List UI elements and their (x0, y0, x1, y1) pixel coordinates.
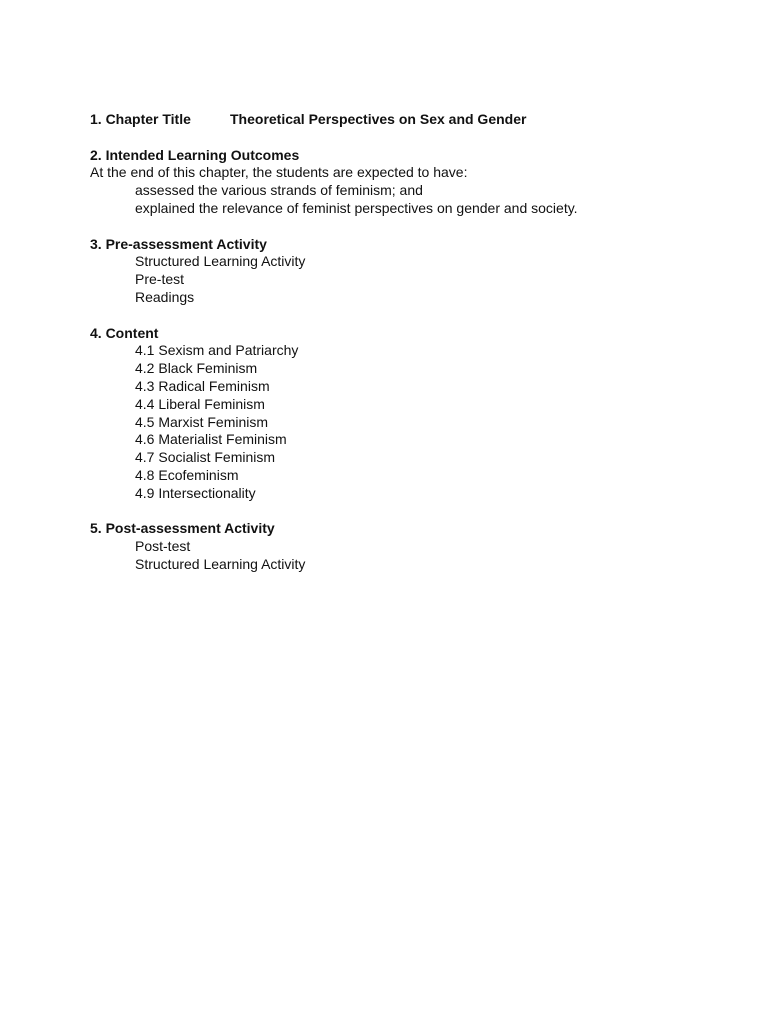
pre-assessment-item: Pre-test (135, 271, 185, 288)
post-assessment-item: Post-test (135, 538, 191, 555)
pre-assessment-item: Readings (135, 288, 195, 305)
pre-assessment-item: Structured Learning Activity (135, 253, 306, 270)
document-page (90, 111, 730, 574)
outcome-item: explained the relevance of feminist perspectives on gender and society. (135, 199, 578, 216)
content-item: 4.4 Liberal Feminism (135, 395, 265, 412)
content-heading: 4. Content (90, 324, 159, 341)
content-item: 4.2 Black Feminism (135, 360, 258, 377)
content-item: 4.6 Materialist Feminism (135, 431, 287, 448)
chapter-title-label: 1. Chapter Title (90, 111, 191, 127)
content-item: 4.7 Socialist Feminism (135, 449, 276, 466)
content-item: 4.3 Radical Feminism (135, 377, 270, 394)
pre-assessment-heading: 3. Pre-assessment Activity (90, 235, 267, 252)
outcomes-heading: 2. Intended Learning Outcomes (90, 146, 300, 163)
post-assessment-heading: 5. Post-assessment Activity (90, 520, 275, 537)
chapter-title: Theoretical Perspectives on Sex and Gender (230, 111, 527, 127)
outcome-item: assessed the various strands of feminism; and (135, 182, 423, 199)
post-assessment-item: Structured Learning Activity (135, 555, 306, 572)
content-item: 4.8 Ecofeminism (135, 466, 239, 483)
content-item: 4.1 Sexism and Patriarchy (135, 342, 299, 359)
outcomes-intro: At the end of this chapter, the students are expected to have: (90, 164, 468, 181)
content-item: 4.9 Intersectionality (135, 484, 256, 501)
chapter-title-row (90, 111, 730, 129)
content-item: 4.5 Marxist Feminism (135, 413, 269, 430)
